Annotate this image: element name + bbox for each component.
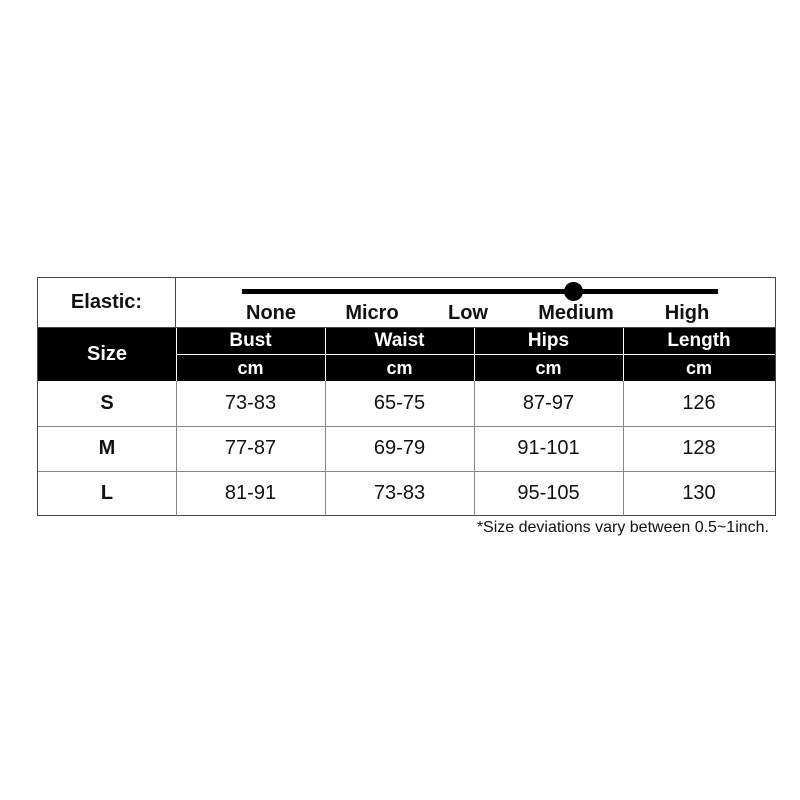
hips-cell: 91-101 (517, 437, 580, 459)
elastic-level-none: None (246, 302, 296, 324)
elastic-scale (176, 278, 775, 327)
size-cell: S (100, 392, 114, 414)
column-unit: cm (535, 357, 562, 378)
size-header: Size (86, 343, 128, 365)
size-chart (37, 277, 776, 516)
elastic-level-micro: Micro (345, 302, 399, 324)
elastic-row (38, 278, 775, 328)
column-unit: cm (685, 357, 712, 378)
size-deviation-note: *Size deviations vary between 0.5~1inch. (476, 519, 769, 536)
bust-cell: 81-91 (224, 482, 277, 504)
bust-cell: 73-83 (224, 392, 277, 414)
elastic-level-low: Low (448, 302, 488, 324)
column-name: Length (667, 330, 731, 351)
column-name: Bust (229, 330, 272, 351)
column-header-waist (325, 328, 474, 381)
waist-cell: 69-79 (373, 437, 426, 459)
table-row (38, 381, 775, 426)
waist-cell: 73-83 (373, 482, 426, 504)
column-header-hips (474, 328, 623, 381)
column-name: Waist (374, 330, 425, 351)
length-cell: 128 (682, 437, 716, 459)
elastic-level-medium: Medium (538, 302, 614, 324)
elastic-scale-line (242, 289, 718, 294)
length-cell: 126 (682, 392, 716, 414)
size-cell: L (100, 482, 114, 504)
column-name: Hips (527, 330, 570, 351)
column-unit: cm (237, 357, 264, 378)
elastic-level-high: High (664, 302, 710, 324)
table-row (38, 426, 775, 471)
column-header-bust (176, 328, 325, 381)
length-cell: 130 (682, 482, 716, 504)
table-row (38, 471, 775, 516)
bust-cell: 77-87 (224, 437, 277, 459)
hips-cell: 95-105 (517, 482, 580, 504)
elastic-selected-marker (564, 282, 583, 301)
elastic-label: Elastic: (38, 278, 176, 327)
column-header-length (623, 328, 775, 381)
waist-cell: 65-75 (373, 392, 426, 414)
hips-cell: 87-97 (522, 392, 575, 414)
column-unit: cm (386, 357, 413, 378)
size-cell: M (98, 437, 116, 459)
table-header (38, 328, 775, 381)
